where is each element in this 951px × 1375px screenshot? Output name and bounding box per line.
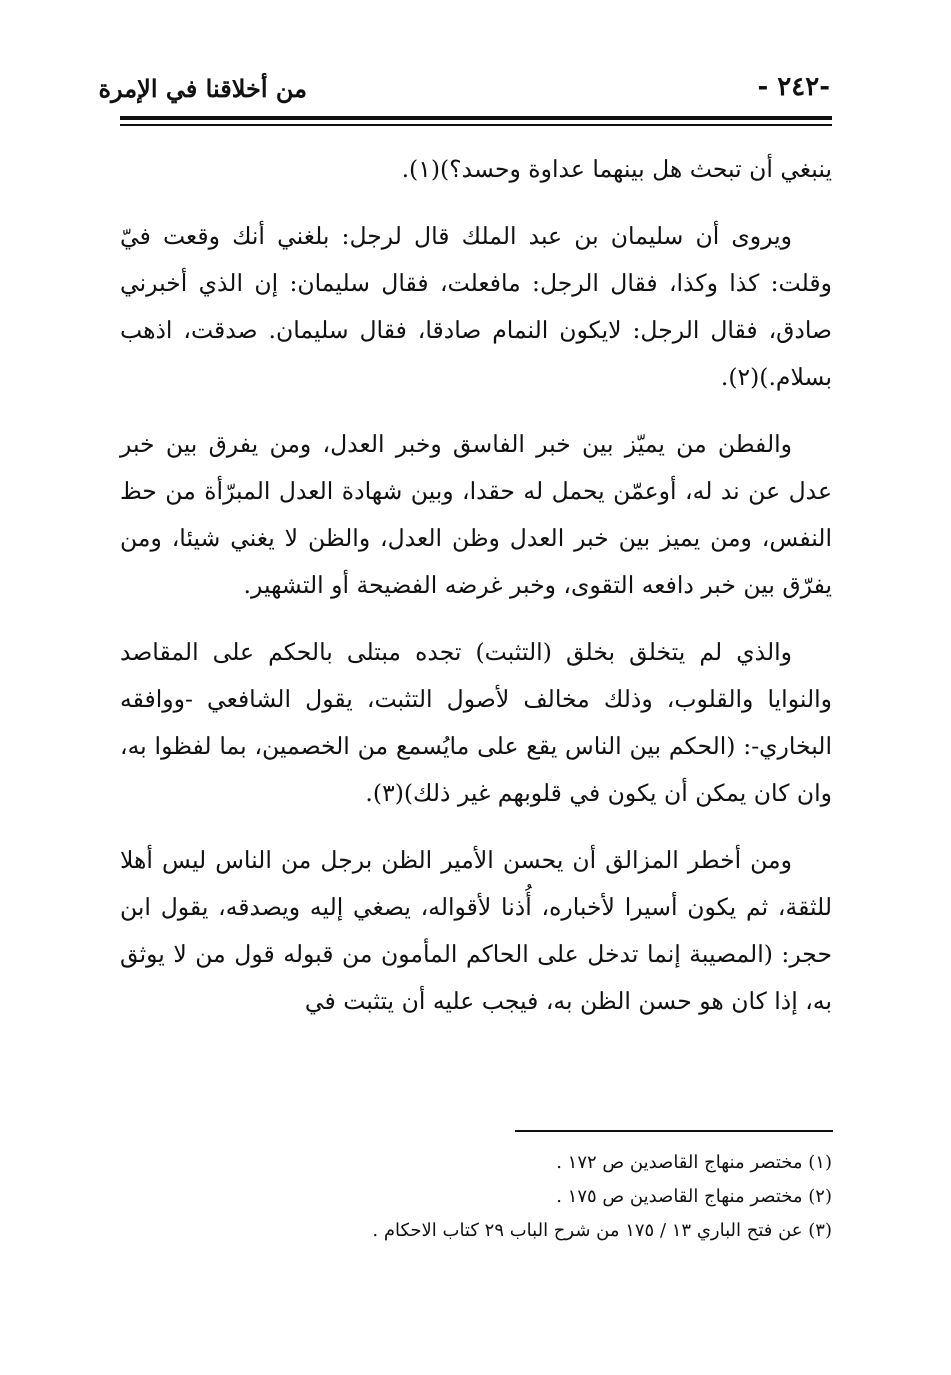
footnote-rule bbox=[515, 1130, 833, 1132]
paragraph-4: والذي لم يتخلق بخلق (التثبت) تجده مبتلى بالحكم على المقاصد والنوايا والقلوب، وذلك مخالف لأصول التثبت، يقول الشافعي -ووافقه البخاري-: (الحكم بين الناس يقع على مايُسمع من الخصمين، بما لفظوا به، وان كان يمكن أن يكون في قلوبهم غير ذلك)(٣). bbox=[120, 638, 832, 807]
page-header bbox=[98, 70, 832, 112]
footnote-3: (٣) عن فتح الباري ١٣ / ١٧٥ من شرح الباب ٢٩ كتاب الاحكام . bbox=[372, 1220, 832, 1241]
paragraph-1: ينبغي أن تبحث هل بينهما عداوة وحسد؟)(١). bbox=[401, 155, 832, 183]
footnote-1: (١) مختصر منهاج القاصدين ص ١٧٢ . bbox=[556, 1152, 832, 1173]
header-rule-thin bbox=[120, 124, 832, 126]
paragraph-2: ويروى أن سليمان بن عبد الملك قال لرجل: بلغني أنك وقعت فيّ وقلت: كذا وكذا، فقال الرجل: مافعلت، فقال سليمان: إن الذي أخبرني صادق، فقال الرجل: لايكون النمام صادقا، فقال سليمان. صدقت، اذهب بسلام.)(٢). bbox=[120, 222, 832, 391]
footnotes bbox=[120, 1146, 832, 1248]
running-title: من أخلاقنا في الإمرة bbox=[98, 74, 307, 103]
footnote-2: (٢) مختصر منهاج القاصدين ص ١٧٥ . bbox=[556, 1186, 832, 1207]
paragraph-5: ومن أخطر المزالق أن يحسن الأمير الظن برجل من الناس ليس أهلا للثقة، ثم يكون أسيرا لأخباره، أُذنا لأقواله، يصغي إليه ويصدقه، يقول ابن حجر: (المصيبة إنما تدخل على الحاكم المأمون من قبوله قول من لا يوثق به، إذا كان هو حسن الظن به، فيجب عليه أن يتثبت في bbox=[120, 846, 832, 1015]
page-number: -٢٤٢ - bbox=[757, 72, 830, 102]
body-text bbox=[120, 146, 832, 1045]
header-rule-thick bbox=[120, 116, 832, 120]
paragraph-3: والفطن من يميّز بين خبر الفاسق وخبر العدل، ومن يفرق بين خبر عدل عن ند له، أوعمّن يحمل له حقدا، وبين شهادة العدل المبرّأة من حظ النفس، ومن يميز بين خبر العدل وظن العدل، والظن لا يغني شيئا، ومن يفرّق بين خبر دافعه التقوى، وخبر غرضه الفضيحة أو التشهير. bbox=[120, 430, 832, 599]
